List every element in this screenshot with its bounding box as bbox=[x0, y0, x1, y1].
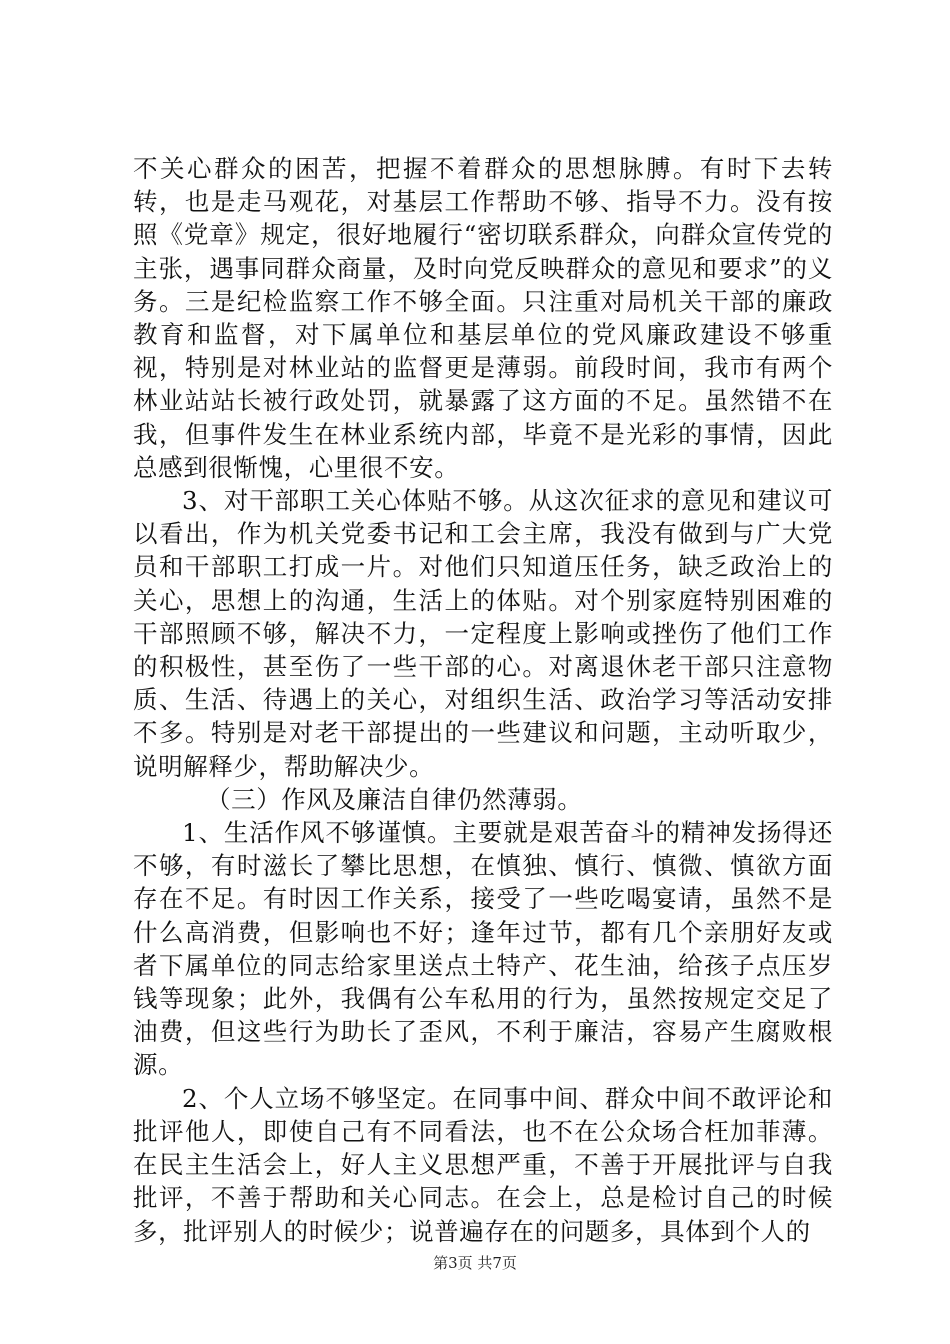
paragraph-item-1: 1、生活作风不够谨慎。主要就是艰苦奋斗的精神发扬得还不够，有时滋长了攀比思想，在慎独、慎行、慎微、慎欲方面存在不足。有时因工作关系，接受了一些吃喝宴请，虽然不是什么高消费，但影响也不好；逢年过节，都有几个亲朋好友或者下属单位的同志给家里送点土特产、花生油，给孩子点压岁钱等现象；此外，我偶有公车私用的行为，虽然按规定交足了油费，但这些行为助长了歪风，不利于廉洁，容易产生腐败根源。 bbox=[133, 818, 833, 1080]
paragraph-item-3: 3、对干部职工关心体贴不够。从这次征求的意见和建议可以看出，作为机关党委书记和工会主席，我没有做到与广大党员和干部职工打成一片。对他们只知道压任务，缺乏政治上的关心，思想上的沟通，生活上的体贴。对个别家庭特别困难的干部照顾不够，解决不力，一定程度上影响或挫伤了他们工作的积极性，甚至伤了一些干部的心。对离退休老干部只注意物质、生活、待遇上的关心，对组织生活、政治学习等活动安排不多。特别是对老干部提出的一些建议和问题，主动听取少，说明解释少，帮助解决少。 bbox=[133, 486, 833, 781]
section-heading-3: （三）作风及廉洁自律仍然薄弱。 bbox=[206, 784, 583, 814]
paragraph-continuation: 不关心群众的困苦，把握不着群众的思想脉膊。有时下去转转，也是走马观花，对基层工作帮助不够、指导不力。没有按照《党章》规定，很好地履行“密切联系群众，向群众宣传党的主张，遇事同群众商量，及时向党反映群众的意见和要求”的义务。三是纪检监察工作不够全面。只注重对局机关干部的廉政教育和监督，对下属单位和基层单位的党风廉政建设不够重视，特别是对林业站的监督更是薄弱。前段时间，我市有两个林业站站长被行政处罚，就暴露了这方面的不足。虽然错不在我，但事件发生在林业系统内部，毕竟不是光彩的事情，因此总感到很惭愧，心里很不安。 bbox=[133, 154, 833, 482]
document-body bbox=[133, 152, 833, 1248]
paragraph-item-2: 2、个人立场不够坚定。在同事中间、群众中间不敢评论和批评他人，即使自己有不同看法，也不在公众场合枉加菲薄。在民主生活会上，好人主义思想严重，不善于开展批评与自我批评，不善于帮助和关心同志。在会上，总是检讨自己的时候多，批评别人的时候少；说普遍存在的问题多，具体到个人的 bbox=[133, 1083, 833, 1246]
page-footer: 第3页 共7页 bbox=[433, 1254, 517, 1272]
